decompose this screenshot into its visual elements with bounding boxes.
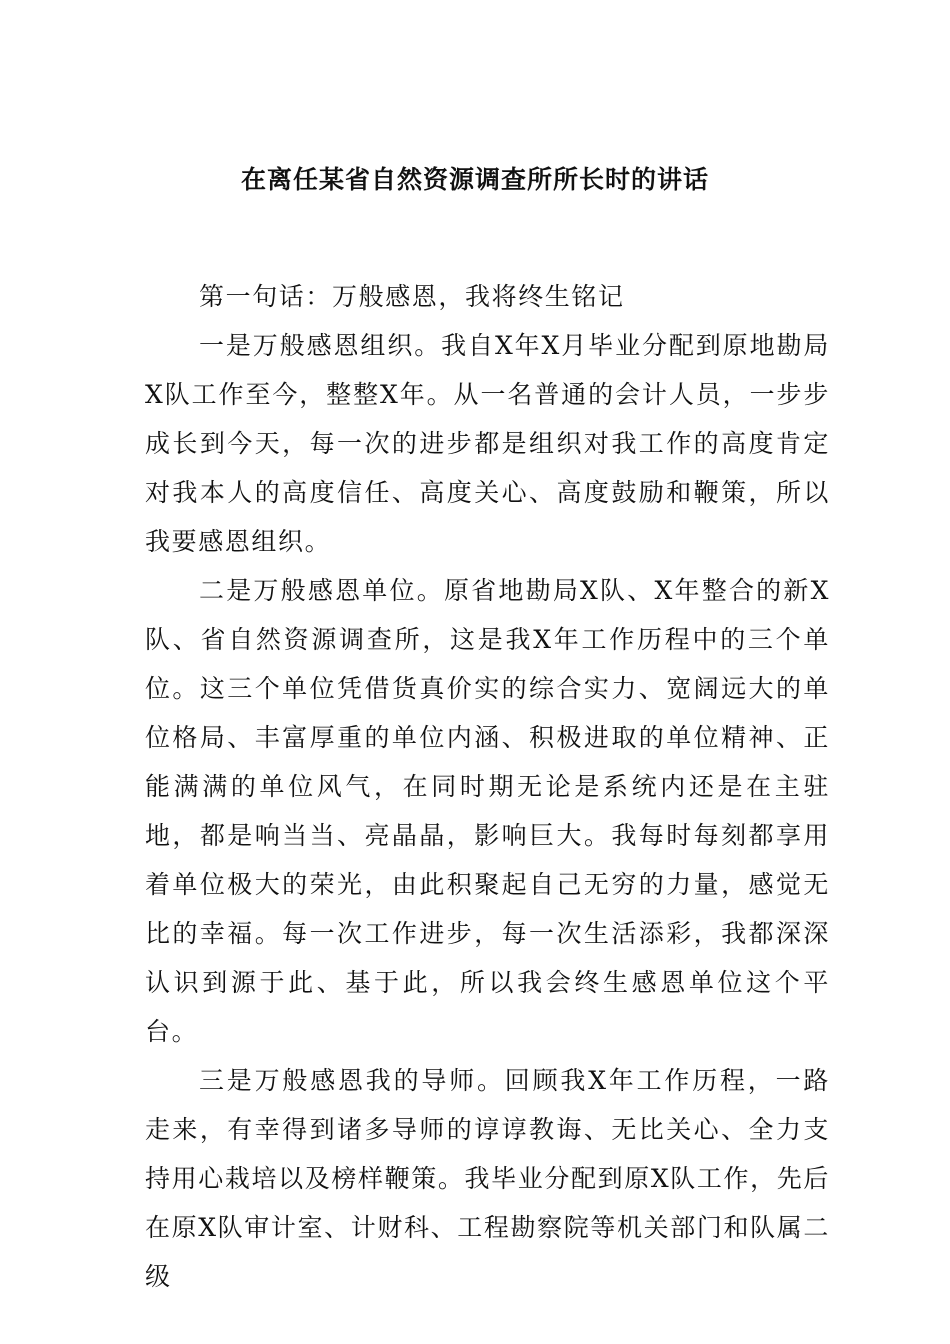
paragraph-gratitude-unit: 二是万般感恩单位。原省地勘局X队、X年整合的新X队、省自然资源调查所，这是我X年工作历程中的三个单位。这三个单位凭借货真价实的综合实力、宽阔远大的单位格局、丰富厚重的单位内涵、积极进取的单位精神、正能满满的单位风气，在同时期无论是系统内还是在主驻地，都是响当当、亮晶晶，影响巨大。我每时每刻都享用着单位极大的荣光，由此积聚起自己无穷的力量，感觉无比的幸福。每一次工作进步，每一次生活添彩，我都深深认识到源于此、基于此，所以我会终生感恩单位这个平台。 xyxy=(145,576,830,1046)
paragraph-gratitude-mentors: 三是万般感恩我的导师。回顾我X年工作历程，一路走来，有幸得到诸多导师的谆谆教诲、无比关心、全力支持用心栽培以及榜样鞭策。我毕业分配到原X队工作，先后在原X队审计室、计财科、工程勘察院等机关部门和队属二级 xyxy=(145,1066,830,1291)
paragraph-gratitude-organization: 一是万般感恩组织。我自X年X月毕业分配到原地勘局X队工作至今，整整X年。从一名普通的会计人员，一步步成长到今天，每一次的进步都是组织对我工作的高度肯定对我本人的高度信任、高度关心、高度鼓励和鞭策，所以我要感恩组织。 xyxy=(145,331,830,556)
document-body xyxy=(145,272,830,1301)
paragraph-heading-first-remark: 第一句话：万般感恩，我将终生铭记 xyxy=(199,282,625,311)
document-title: 在离任某省自然资源调查所所长时的讲话 xyxy=(240,165,709,194)
